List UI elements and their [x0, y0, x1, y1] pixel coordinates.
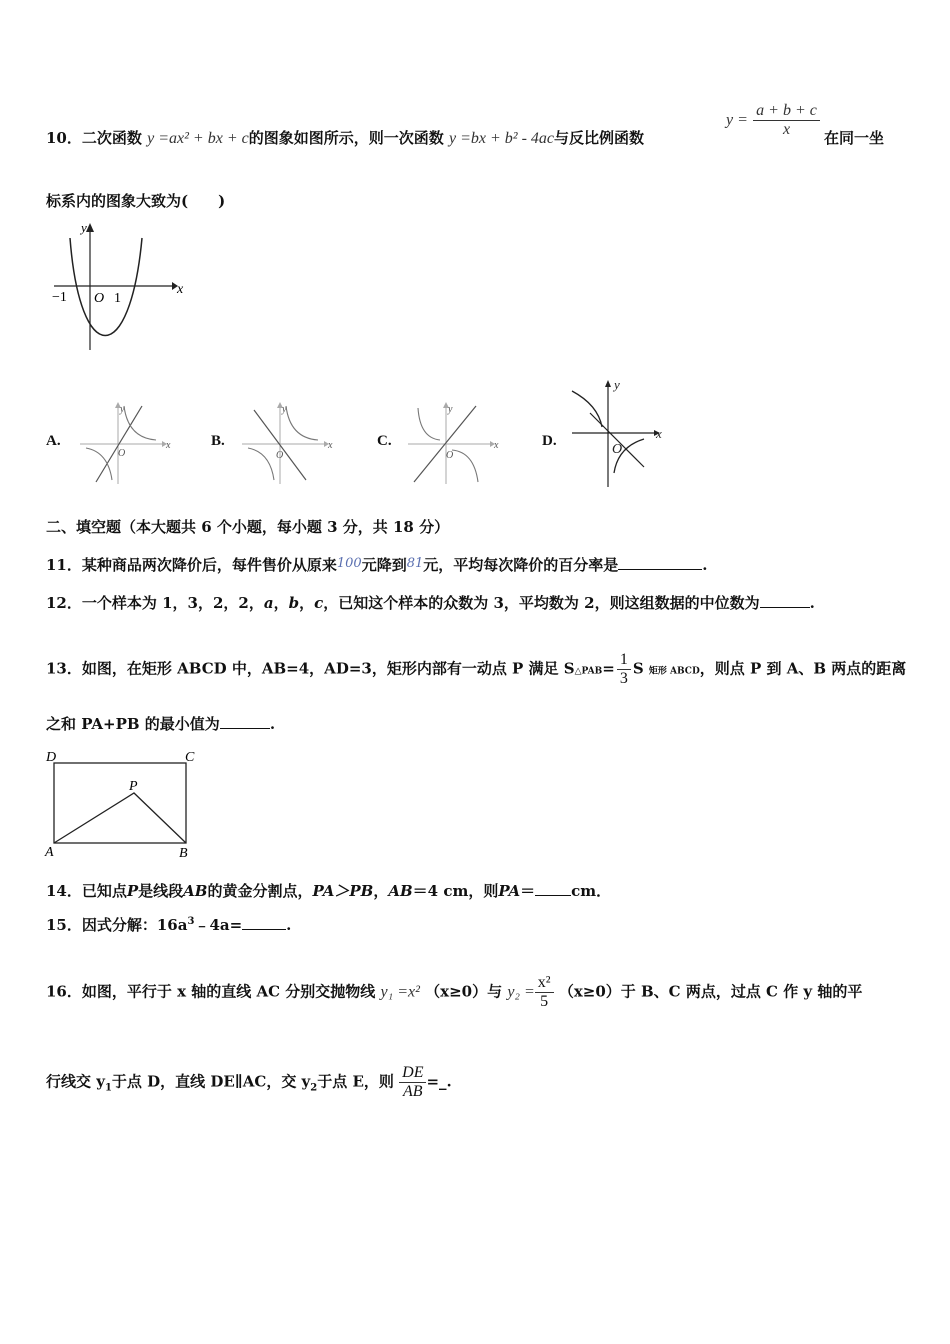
q16-text3b: 于点 D，直线 DE∥AC，交 y: [111, 1072, 311, 1091]
q12-end: .: [809, 594, 815, 612]
q11-value1: 100: [336, 556, 362, 571]
q16-sub2: 2: [310, 1082, 318, 1094]
q14-p: P: [126, 882, 139, 900]
q12-text2: ，已知这个样本的众数为 3，平均数为 2，则这组数据的中位数为: [323, 594, 760, 612]
q16-text3a: 行线交 y: [46, 1072, 105, 1091]
q10-inverse-numerator: a + b + c: [756, 102, 817, 119]
line-graph: [590, 413, 644, 467]
q10-formula-inverse: [726, 102, 820, 139]
fig-origin-label: O: [94, 291, 105, 306]
option-b-origin: O: [276, 450, 284, 461]
option-a-x: x: [166, 440, 171, 451]
q14-compare: PA＞PB: [312, 882, 374, 900]
q12-text1: 12．一个样本为 1，3，2，2，: [46, 594, 264, 612]
q12-sep2: ，: [299, 594, 315, 612]
q16-num: DE: [402, 1064, 424, 1081]
option-c-graph[interactable]: [406, 400, 501, 485]
q14-text2: 是线段: [138, 882, 184, 900]
q10-formula-quadratic: y =ax² + bx + c: [147, 130, 249, 147]
q13-line2: [46, 713, 275, 734]
q11-text3: 元，平均每次降价的百分率是: [423, 556, 619, 574]
q10-inverse-fraction: [753, 102, 820, 139]
q14-text5: ＝4 cm，则: [412, 882, 499, 900]
q10-line1: [46, 127, 644, 148]
option-b-graph[interactable]: [240, 400, 335, 485]
label-p: P: [129, 779, 138, 794]
option-d-label[interactable]: D.: [542, 433, 557, 449]
q14-text1: 14．已知点: [46, 882, 127, 900]
q12-var-a: a: [263, 594, 274, 612]
q11-text2: 元降到: [361, 556, 407, 574]
hyperbola-branch-2: [86, 448, 112, 480]
label-b: B: [179, 846, 188, 861]
q13-rectangle-figure: [44, 746, 204, 860]
q11-answer-blank[interactable]: [618, 569, 702, 570]
q15-text1: 15．因式分解：16a: [46, 916, 188, 934]
section2-heading: 二、填空题（本大题共 6 个小题，每小题 3 分，共 18 分）: [46, 518, 450, 536]
q12-var-c: c: [314, 594, 324, 612]
q14: [46, 880, 611, 901]
option-c-origin: O: [446, 450, 454, 461]
q15-end: .: [286, 916, 292, 934]
q11-text1: 11．某种商品两次降价后，每件售价从原来: [46, 556, 337, 574]
q15: [46, 914, 291, 935]
q13-fraction: [617, 651, 631, 688]
option-d-origin: O: [612, 442, 623, 457]
q13-line1: [46, 651, 906, 688]
q14-pa: PA: [498, 882, 521, 900]
q13-sub-pab: △PAB: [574, 666, 603, 677]
y-axis-arrow-icon: [86, 223, 94, 232]
parabola-curve: [70, 238, 142, 336]
option-a-y: y: [120, 404, 125, 415]
q10-inverse-lhs: y =: [726, 111, 748, 129]
q10-number: 10．: [46, 129, 82, 147]
option-b-label[interactable]: B.: [211, 433, 225, 449]
q16-formula-y2-lhs: y₂ =: [507, 983, 535, 1001]
q16-cond2: （x≥0）于 B、C 两点，过点 C 作 y 轴的平: [558, 982, 863, 1001]
q13-answer-blank[interactable]: [220, 728, 270, 729]
q13-sub-rect: 矩形 ABCD: [648, 666, 700, 677]
q10-formula-linear: y =bx + b² - 4ac: [448, 130, 554, 147]
q14-ab2: AB: [388, 882, 413, 900]
q14-text6: ＝: [520, 882, 536, 900]
q16-den: AB: [399, 1082, 426, 1101]
q14-text4: ，: [373, 882, 389, 900]
q11-end: .: [702, 556, 708, 574]
q16-y2-numerator: x²: [537, 974, 551, 991]
q13-s: S: [632, 659, 644, 678]
q12: [46, 592, 815, 613]
label-a: A: [45, 845, 54, 860]
q16-text3c: 于点 E，则: [317, 1072, 394, 1091]
q10-text3: 与反比例函数: [554, 129, 645, 147]
q16-sub1: 1: [104, 1082, 112, 1094]
q16-fraction-y2: [535, 974, 554, 1011]
y-arrow-icon: [605, 380, 611, 387]
q14-ab: AB: [183, 882, 208, 900]
q16-y2-denominator: 5: [535, 992, 554, 1011]
q13-den: 3: [617, 669, 631, 688]
q10-text4: 在同一坐: [824, 129, 885, 147]
q13-text1: 13．如图，在矩形 ABCD 中，AB=4，AD=3，矩形内部有一动点 P 满足 S: [46, 659, 575, 678]
q10-parabola-figure: [50, 218, 200, 353]
q16-cond1: （x≥0）与: [425, 982, 503, 1001]
option-d-y: y: [614, 377, 620, 392]
q10-text2: 的图象如图所示，则一次函数: [248, 129, 444, 147]
q15-sup: 3: [187, 916, 195, 927]
label-d: D: [46, 750, 57, 765]
option-a-origin: O: [118, 448, 126, 459]
q16-formula-y1: y₁ =x²: [380, 983, 420, 1001]
fig-neg1-label: −1: [52, 290, 67, 305]
option-c-label[interactable]: C.: [377, 433, 392, 449]
q12-var-b: b: [288, 594, 300, 612]
q15-answer-blank[interactable]: [242, 929, 286, 930]
fig-y-label: y: [81, 220, 87, 235]
option-a-label[interactable]: A.: [46, 433, 61, 449]
q12-answer-blank[interactable]: [760, 607, 810, 608]
option-b-x: x: [328, 440, 333, 451]
hyperbola-branch-2: [452, 450, 478, 482]
fig-one-label: 1: [114, 291, 121, 306]
option-d-graph[interactable]: [568, 377, 668, 489]
q11-value2: 81: [406, 556, 424, 571]
q10-text1: 二次函数: [81, 129, 142, 147]
q11: [46, 554, 708, 575]
hyperbola-branch-1: [572, 391, 602, 427]
option-a-graph[interactable]: [78, 400, 173, 485]
fig-x-label: x: [177, 282, 184, 297]
hyperbola-branch-2: [248, 448, 274, 480]
q12-sep1: ，: [273, 594, 289, 612]
segments-pa-pb: [54, 793, 186, 843]
q16-line1: [46, 974, 862, 1011]
option-d-x: x: [656, 426, 662, 441]
q10-line2: 标系内的图象大致为( ): [46, 192, 226, 210]
q16-line2: [46, 1064, 452, 1101]
option-c-x: x: [494, 440, 499, 451]
q13-text2: ，则点 P 到 A、B 两点的距离: [699, 659, 907, 678]
option-c-y: y: [448, 404, 453, 415]
label-c: C: [185, 750, 195, 765]
q14-text7: cm．: [571, 882, 612, 900]
q13-num: 1: [619, 651, 628, 668]
q13-end: .: [269, 715, 276, 733]
q13-text3: 之和 PA+PB 的最小值为: [46, 715, 220, 733]
q13-eq: =: [602, 659, 615, 678]
q14-text3: 的黄金分割点，: [207, 882, 313, 900]
q16-fraction-de-ab: [399, 1064, 426, 1101]
q16-end: =_.: [426, 1072, 452, 1091]
q16-text1: 16．如图，平行于 x 轴的直线 AC 分别交抛物线: [46, 982, 376, 1001]
hyperbola-branch-1: [286, 406, 318, 440]
q10-inverse-denominator: x: [753, 120, 820, 139]
option-b-y: y: [282, 404, 287, 415]
hyperbola-branch-1: [418, 408, 440, 440]
hyperbola-branch-1: [124, 406, 156, 440]
q15-text2: ﹣4a=: [194, 916, 243, 934]
q14-answer-blank[interactable]: [535, 895, 571, 896]
